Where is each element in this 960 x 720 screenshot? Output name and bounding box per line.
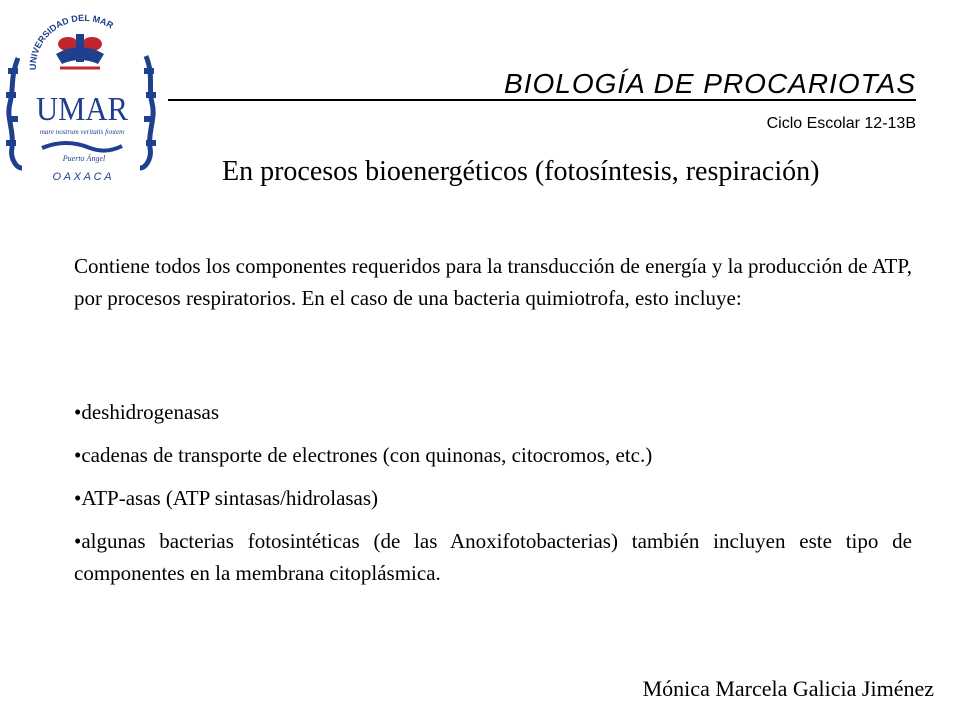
list-item <box>74 439 912 471</box>
list-item-text: deshidrogenasas <box>81 400 219 424</box>
bullet-marker: • <box>74 400 82 424</box>
school-cycle: Ciclo Escolar 12-13B <box>766 115 916 132</box>
list-item <box>74 525 912 589</box>
component-list <box>74 396 912 589</box>
crest-emblem <box>56 34 104 68</box>
title-divider <box>168 99 916 101</box>
list-item-text: cadenas de transporte de electrones (con quinonas, citocromos, etc.) <box>81 443 653 467</box>
logo-location: Puerto Ángel <box>62 154 106 163</box>
intro-paragraph: Contiene todos los componentes requeridos para la transducción de energía y la producción de ATP, por procesos respiratorios. En el caso de una bacteria quimiotrofa, esto incluye: <box>74 254 912 310</box>
slide-body <box>74 250 912 600</box>
logo-arc-text: UNIVERSIDAD DEL MAR <box>27 12 116 71</box>
list-item <box>74 396 912 428</box>
logo-state: O A X A C A <box>52 171 112 183</box>
list-item-text: algunas bacterias fotosintéticas (de las Anoxifotobacterias) también incluyen este tipo de componentes en la membrana citoplásmica. <box>74 529 912 585</box>
bullet-marker: • <box>74 443 82 467</box>
bullet-marker: • <box>74 529 82 553</box>
author-name: Mónica Marcela Galicia Jiménez <box>642 676 934 701</box>
course-title: BIOLOGÍA DE PROCARIOTAS <box>504 68 916 99</box>
logo-monogram: UMAR <box>36 91 129 128</box>
list-item-text: ATP-asas (ATP sintasas/hidrolasas) <box>81 486 379 510</box>
university-logo <box>6 8 156 183</box>
logo-motto: mare nostrum veritatis fontem <box>39 128 125 136</box>
list-item <box>74 482 912 514</box>
bullet-marker: • <box>74 486 82 510</box>
slide-heading: En procesos bioenergéticos (fotosíntesis, respiración) <box>222 156 820 187</box>
